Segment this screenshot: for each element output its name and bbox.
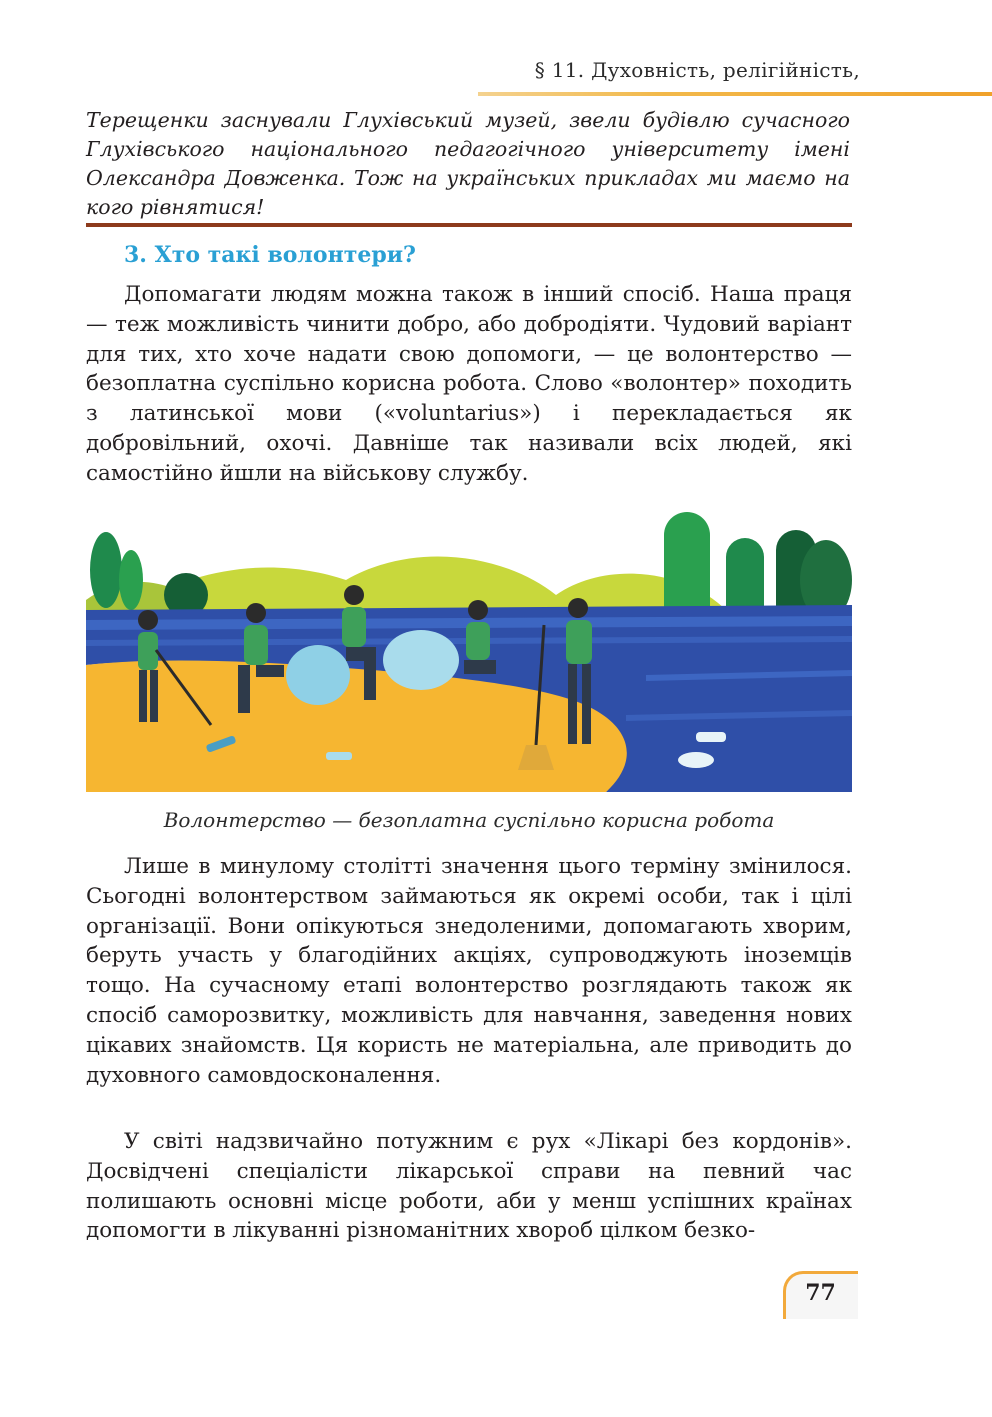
paragraph-volunteer-definition: Допомагати людям можна також в інший спосіб. Наша праця — теж можливість чинити добро, або добродіяти. Чудовий варіант для тих, хто хоче надати свою допомоги, — це волонтерство — безоплатна суспільно корисна робота. Слово «волонтер» походить з латинської мови («voluntarius») і перекладається як добровільний, охочі. Давніше так називали всіх людей, які самостійно йшли на військову службу. [86, 282, 852, 486]
garbage-bag-2 [383, 630, 459, 690]
running-title: § 11. Духовність, релігійність, [534, 58, 860, 82]
intro-italic-paragraph: Терещенки заснували Глухівський музей, звели будівлю сучасного Глухівського національного педагогічного університету імені Олександра Довженка. Тож на українських прикладах ми маємо на кого рівнятися! [86, 108, 850, 219]
header-accent-rule [478, 92, 992, 96]
intro-separator-rule [86, 223, 852, 227]
tree-left-1 [90, 532, 122, 608]
section-title: 3. Хто такі волонтери? [124, 242, 416, 268]
volunteers-illustration [86, 500, 852, 792]
tree-left-2 [119, 550, 143, 610]
paragraph-volunteering-today: Лише в минулому столітті значення цього терміну змінилося. Сьогодні волонтерством займаються як окремі особи, так і цілі організації. Вони опікуються знедоленими, допомагають хворим, беруть участь у благодійних акціях, супроводжують іноземців тощо. На сучасному етапі волонтерство розглядають також як спосіб саморозвитку, можливість для навчання, заведення нових цікавих знайомств. Ця користь не матеріальна, але приводить до духовного самовдосконалення. [86, 854, 852, 1088]
litter-bottle-2 [326, 752, 352, 760]
paragraph-doctors-without-borders: У світі надзвичайно потужним є рух «Лікарі без кордонів». Досвідчені спеціалісти лікарської справи на певний час полишають основні місце роботи, аби у менш успішних країнах допомогти в лікуванні різноманітних хвороб цілком безко- [86, 1129, 852, 1244]
garbage-bag-1 [286, 645, 350, 705]
figure-caption: Волонтерство — безоплатна суспільно корисна робота [163, 808, 775, 832]
page-number: 77 [805, 1280, 836, 1306]
litter-bag [678, 752, 714, 768]
litter-bottle-3 [696, 732, 726, 742]
